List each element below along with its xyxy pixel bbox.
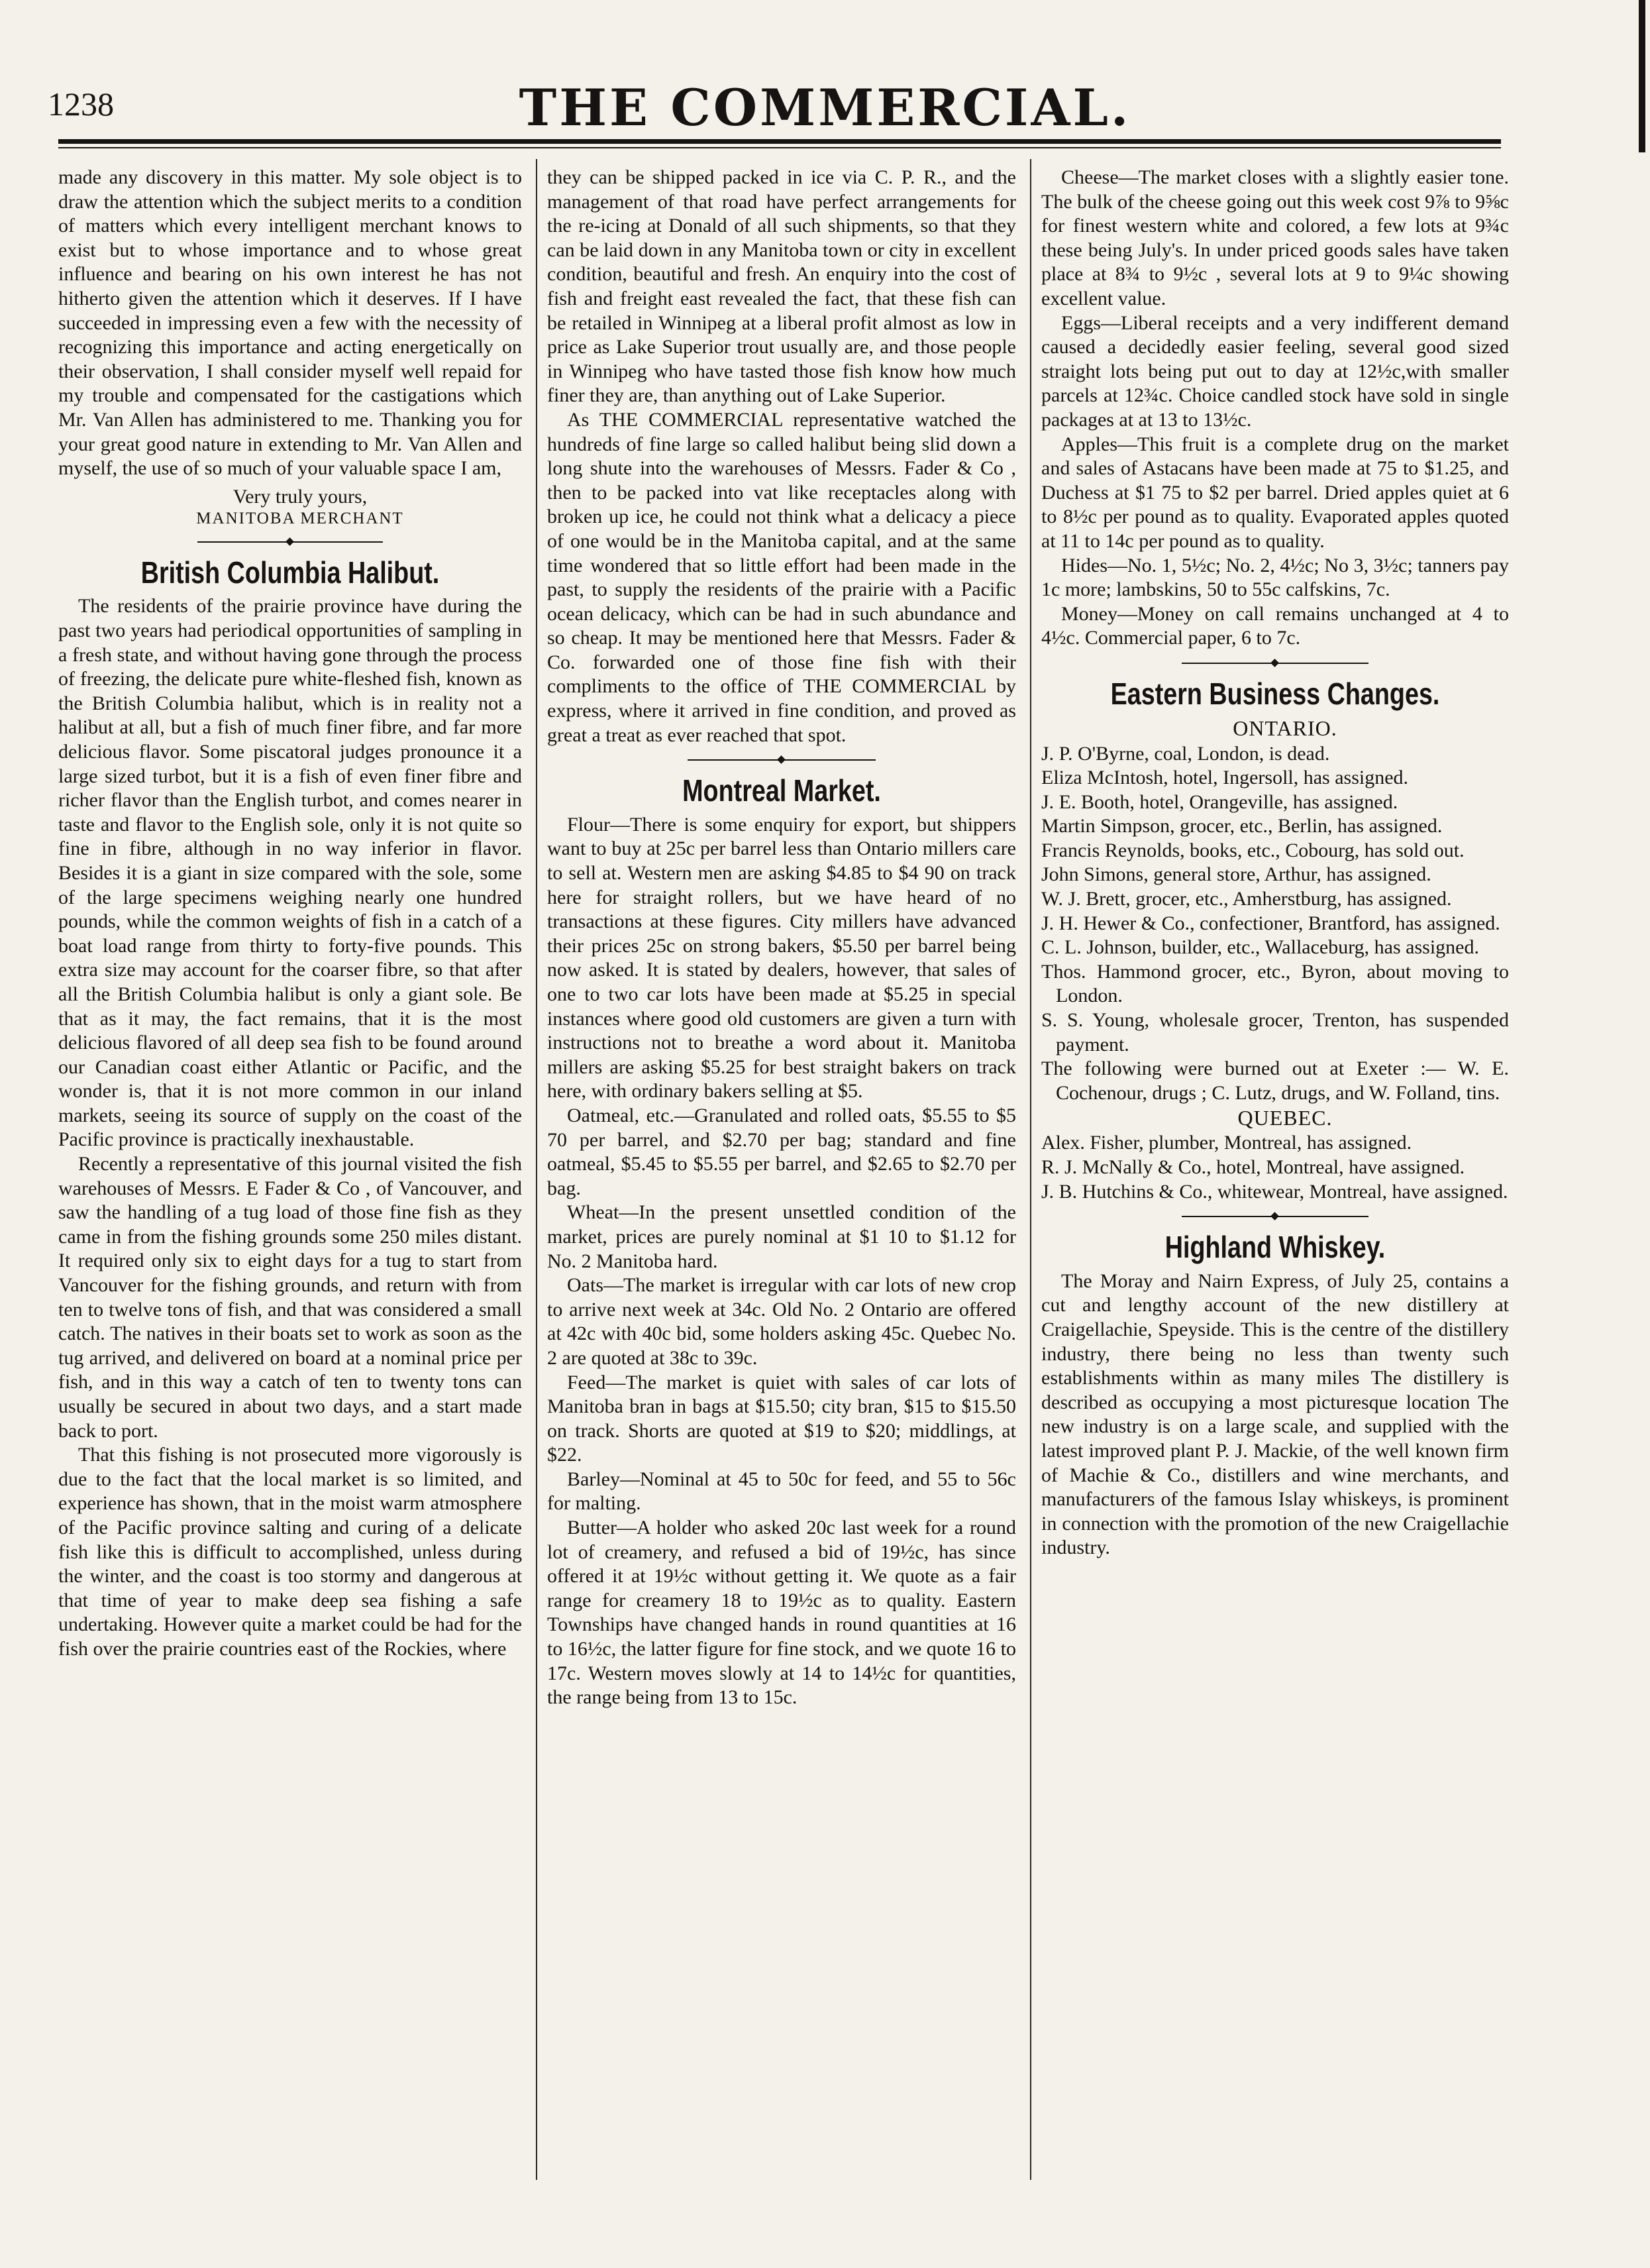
column-3 xyxy=(1041,166,1509,2220)
market-paragraph: Wheat—In the present unsettled condition of the market, prices are purely nominal at $1 10 to $1.12 for No. 2 Manitoba hard. xyxy=(547,1201,1016,1272)
letter-closing: Very truly yours, xyxy=(232,485,368,508)
article-paragraph: The Moray and Nairn Express, of July 25, contains a cut and lengthy account of the new distillery at Craigellachie, Speyside. This is the centre of the distillery industry, there being no less than twenty such establishments within as many miles The distillery is described as occupying a most picturesque location The new industry is on a large scale, and supplied with the latest improved plant P. J. Mackie, of the well known firm of Machie & Co., distillers and wine merchants, and manufacturers of the famous Islay whiskeys, is prominent in connection with the promotion of the new Craigellachie industry. xyxy=(1041,1269,1509,1559)
page-edge-mark xyxy=(1639,0,1645,152)
masthead-title: THE COMMERCIAL. xyxy=(519,78,1131,137)
market-paragraph: Hides—No. 1, 5½c; No. 2, 4½c; No 3, 3½c; tanners pay 1c more; lambskins, 50 to 55c calfskins, 7c. xyxy=(1041,554,1509,601)
list-item: The following were burned out at Exeter :— W. E. Cochenour, drugs ; C. Lutz, drugs, and W. Folland, tins. xyxy=(1041,1057,1509,1104)
list-item: Francis Reynolds, books, etc., Cobourg, has sold out. xyxy=(1041,839,1465,861)
page-header xyxy=(0,0,1650,159)
market-paragraph: Apples—This fruit is a complete drug on the market and sales of Astacans have been made at 75 to $1.25, and Duchess at $1 75 to $2 per barrel. Dried apples quiet at 6 to 8½c per pound as to quality. Evaporated apples quoted at 11 to 14c per pound as to quality. xyxy=(1041,433,1509,552)
market-paragraph: Flour—There is some enquiry for export, but shippers want to buy at 25c per barrel less than Ontario millers care to sell at. Western men are asking $4.85 to $4 90 on track here for straight rollers, but we have heard of no transactions at these figures. City millers have advanced their prices 25c on strong bakers, $5.50 per barrel being now asked. It is stated by dealers, however, that sales of one to two car lots have been made at $5.25 in special instances where good old customers are given a turn with instructions not to breathe a word about it. Manitoba millers are asking $5.25 for best straight bakers on track here, with ordinary bakers selling at $5. xyxy=(547,813,1016,1103)
market-paragraph: Cheese—The market closes with a slightly easier tone. The bulk of the cheese going out this week cost 9⅞ to 9⅝c for finest western white and colored, a few lots at 9¾c these being July's. In under priced goods sales have taken place at 8¾ to 9½c , several lots at 9 to 9¼c showing excellent value. xyxy=(1041,166,1509,309)
letter-body: made any discovery in this matter. My sole object is to draw the attention which the subject merits to a condition of matters which every intelligent merchant knows to exist but to whose importance and to whose great influence and bearing on his own interest he has not hitherto given the attention which it deserves. If I have succeeded in impressing even a few with the necessity of recognizing this importance and acting energetically on their observation, I shall consider myself well repaid for my trouble and compensated for the castigations which Mr. Van Allen has administered to me. Thanking you for your great good nature in extending to Mr. Van Allen and myself, the use of so much of your valuable space I am, xyxy=(58,166,522,480)
column-2 xyxy=(547,166,1016,2220)
list-item: J. H. Hewer & Co., confectioner, Brantford, has assigned. xyxy=(1041,912,1500,934)
list-item: Alex. Fisher, plumber, Montreal, has assigned. xyxy=(1041,1132,1412,1154)
market-paragraph: Oatmeal, etc.—Granulated and rolled oats, $5.55 to $5 70 per barrel, and $2.70 per bag; standard and fine oatmeal, $5.45 to $5.55 per barrel, and $2.65 to $2.70 per bag. xyxy=(547,1104,1016,1199)
list-item: S. S. Young, wholesale grocer, Trenton, has suspended payment. xyxy=(1041,1009,1509,1055)
list-item: Thos. Hammond grocer, etc., Byron, about moving to London. xyxy=(1041,960,1509,1007)
list-item: R. J. McNally & Co., hotel, Montreal, have assigned. xyxy=(1041,1156,1465,1179)
list-item: Martin Simpson, grocer, etc., Berlin, has assigned. xyxy=(1041,815,1443,837)
market-paragraph: Oats—The market is irregular with car lots of new crop to arrive next week at 34c. Old No. 2 Ontario are offered at 42c with 40c bid, some holders asking 45c. Quebec No. 2 are quoted at 38c to 39c. xyxy=(547,1274,1016,1369)
list-item: J. E. Booth, hotel, Orangeville, has assigned. xyxy=(1041,790,1398,813)
list-item: J. P. O'Byrne, coal, London, is dead. xyxy=(1041,742,1330,765)
market-paragraph: Feed—The market is quiet with sales of car lots of Manitoba bran in bags at $15.50; city bran, $15 to $15.50 on track. Shorts are quoted at $19 to $20; middlings, at $22. xyxy=(547,1371,1016,1466)
column-divider-1 xyxy=(536,159,537,2180)
section-ornament xyxy=(58,537,522,547)
market-paragraph: Eggs—Liberal receipts and a very indifferent demand caused a decidedly easier feeling, several good sized straight lots being put out to day at 12½c,with smaller parcels at 12¾c. Choice candled stock have sold in single packages at at 13 to 13½c. xyxy=(1041,311,1509,431)
heading-montreal-market: Montreal Market. xyxy=(682,773,881,808)
article-paragraph: That this fishing is not prosecuted more vigorously is due to the fact that the local market is so limited, and experience has shown, that in the moist warm atmosphere of the Pacific province salting and curing of a delicate fish like this is difficult to accomplished, unless during the winter, and the coast is too stormy and dangerous at that time of year to make deep sea fishing a safe undertaking. However quite a market could be had for the fish over the prairie countries east of the Rockies, where xyxy=(58,1444,522,1660)
heading-eastern-business-changes: Eastern Business Changes. xyxy=(1110,676,1440,711)
list-item: John Simons, general store, Arthur, has assigned. xyxy=(1041,863,1431,886)
list-item: W. J. Brett, grocer, etc., Amherstburg, has assigned. xyxy=(1041,888,1452,910)
list-item: C. L. Johnson, builder, etc., Wallaceburg, has assigned. xyxy=(1041,936,1479,959)
header-rule-thick xyxy=(58,139,1501,144)
market-paragraph: Butter—A holder who asked 20c last week for a round lot of creamery, and refused a bid of 19½c, has since offered it at 19½c without getting it. We quote as a fair range for creamery 18 to 19½c as to quality. Eastern Townships have changed hands in round quantities at 16 to 16½c, the latter figure for fine stock, and we quote 16 to 17c. Western moves slowly at 14 to 14½c for quantities, the range being from 13 to 15c. xyxy=(547,1517,1016,1709)
market-paragraph: Money—Money on call remains unchanged at 4 to 4½c. Commercial paper, 6 to 7c. xyxy=(1041,602,1509,649)
article-paragraph: Recently a representative of this journal visited the fish warehouses of Messrs. E Fader & Co , of Vancouver, and saw the handling of a tug load of those fine fish as they came in from the fishing grounds some 250 miles distant. It required only six to eight days for a tug to start from Vancouver for the fishing grounds, and return with from ten to twelve tons of fish, and that was considered a small catch. The natives in their boats set to work as soon as the tug arrived, and delivered on board at a nominal price per fish, and in this way a catch of ten to twenty tons can usually be secured in about two days, and a start made back to port. xyxy=(58,1153,522,1442)
header-rule-thin xyxy=(58,147,1501,148)
subheading-ontario: ONTARIO. xyxy=(1233,716,1337,741)
letter-signature: MANITOBA MERCHANT xyxy=(196,510,404,528)
column-1 xyxy=(58,166,522,2220)
section-ornament xyxy=(547,755,1016,765)
section-ornament xyxy=(1041,659,1509,668)
list-item: Eliza McIntosh, hotel, Ingersoll, has assigned. xyxy=(1041,767,1409,789)
heading-british-columbia-halibut: British Columbia Halibut. xyxy=(140,555,440,590)
article-paragraph: As THE COMMERCIAL representative watched the hundreds of fine large so called halibut being slid down a long shute into the warehouses of Messrs. Fader & Co , then to be packed into vat like receptacles along with broken up ice, he could not think what a delicacy a piece of one would be in the Manitoba capital, and at the same time wondered that so little effort had been made in the past, to supply the residents of the prairie with a Pacific ocean delicacy, which can be had in such abundance and so cheap. It may be mentioned here that Messrs. Fader & Co. forwarded one of those fine fish with their compliments to the office of THE COMMERCIAL by express, where it arrived in fine condition, and proved as great a treat as ever reached that spot. xyxy=(547,408,1016,746)
page-number: 1238 xyxy=(48,85,114,123)
subheading-quebec: QUEBEC. xyxy=(1237,1106,1333,1130)
article-paragraph: they can be shipped packed in ice via C. P. R., and the management of that road have perfect arrangements for the re-icing at Donald of all such shipments, so that they can be laid down in any Manitoba town or city in excellent condition, beautiful and fresh. An enquiry into the cost of fish and freight east revealed the fact, that these fish can be retailed in Winnipeg at a liberal profit almost as low in price as Lake Superior trout usually are, and those people in Winnipeg who have tasted those fish know how much finer they are, than anything out of Lake Superior. xyxy=(547,166,1016,407)
article-paragraph: The residents of the prairie province have during the past two years had periodical opportunities of sampling in a fresh state, and without having gone through the process of freezing, the delicate pure white-fleshed fish, known as the British Columbia halibut, which is in reality not a halibut at all, but a fish of much finer fibre, and far more delicious flavor. Some piscatoral judges pronounce it a large sized turbot, but it is a fish of even finer fibre and richer flavor than the English turbot, and comes nearer in taste and flavor to the English sole, only it is not quite so fine in fibre, although in no way inferior in flavor. Besides it is a giant in size compared with the sole, some of the large specimens weighing nearly one hundred pounds, while the common weights of fish in a catch of a boat load range from thirty to forty-five pounds. This extra size may account for the coarser fibre, so that after all the British Columbia halibut is only a giant sole. Be that as it may, the fact remains, that it is the most delicious flavored of all deep sea fish to be found around our Canadian coast either Atlantic or Pacific, and the wonder is, that it is not more common in our inland markets, seeing its source of supply on the coast of the Pacific province is practically inexhaustable. xyxy=(58,595,522,1151)
section-ornament xyxy=(1041,1212,1509,1221)
list-item: J. B. Hutchins & Co., whitewear, Montreal, have assigned. xyxy=(1041,1180,1508,1203)
market-paragraph: Barley—Nominal at 45 to 50c for feed, and 55 to 56c for malting. xyxy=(547,1468,1016,1515)
column-divider-2 xyxy=(1030,159,1031,2180)
heading-highland-whiskey: Highland Whiskey. xyxy=(1164,1230,1386,1265)
